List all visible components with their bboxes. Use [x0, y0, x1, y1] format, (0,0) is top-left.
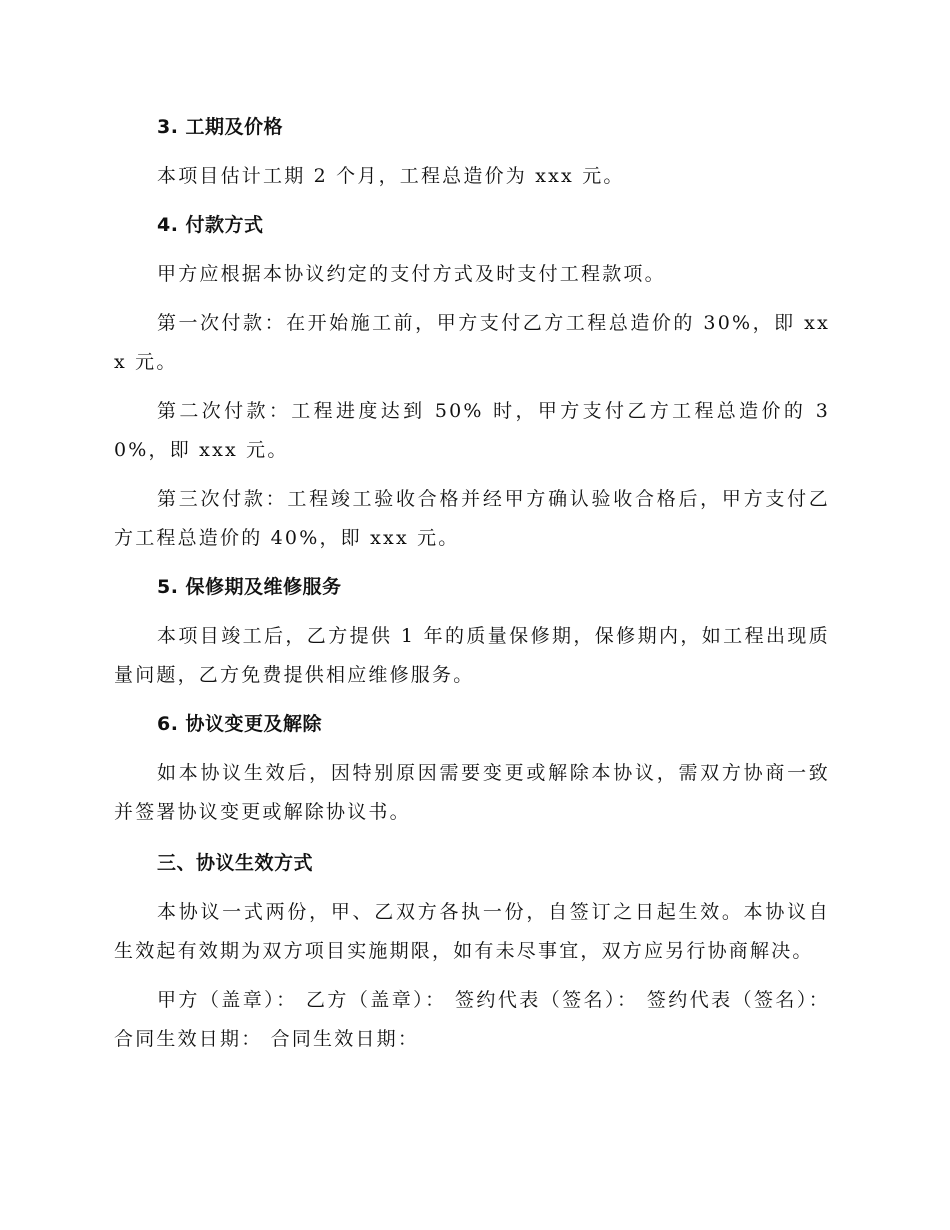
section-heading-warranty: 5. 保修期及维修服务 [157, 576, 342, 598]
document-body [114, 108, 830, 1059]
section-heading-effectiveness: 三、协议生效方式 [157, 852, 314, 874]
paragraph-effectiveness: 本协议一式两份，甲、乙双方各执一份，自签订之日起生效。本协议自生效起有效期为双方项目实施期限，如有未尽事宜，双方应另行协商解决。 [114, 901, 830, 962]
paragraph-first-payment: 第一次付款：在开始施工前，甲方支付乙方工程总造价的 30%，即 xxx 元。 [114, 312, 830, 373]
paragraph-amendment: 如本协议生效后，因特别原因需要变更或解除本协议，需双方协商一致并签署协议变更或解除协议书。 [114, 762, 830, 823]
paragraph-payment-intro: 甲方应根据本协议约定的支付方式及时支付工程款项。 [157, 263, 666, 285]
paragraph-second-payment: 第二次付款：工程进度达到 50% 时，甲方支付乙方工程总造价的 30%，即 xxx 元。 [114, 400, 830, 461]
section-heading-amendment: 6. 协议变更及解除 [157, 713, 323, 735]
section-heading-schedule-price: 3. 工期及价格 [157, 116, 284, 138]
paragraph-third-payment: 第三次付款：工程竣工验收合格并经甲方确认验收合格后，甲方支付乙方工程总造价的 40%，即 xxx 元。 [114, 488, 830, 549]
paragraph-warranty: 本项目竣工后，乙方提供 1 年的质量保修期，保修期内，如工程出现质量问题，乙方免费提供相应维修服务。 [114, 625, 830, 686]
section-heading-payment-method: 4. 付款方式 [157, 214, 264, 236]
paragraph-schedule-price: 本项目估计工期 2 个月，工程总造价为 xxx 元。 [157, 165, 625, 187]
paragraph-signature-block: 甲方（盖章）： 乙方（盖章）： 签约代表（签名）： 签约代表（签名）： 合同生效日期： 合同生效日期： [114, 989, 830, 1050]
